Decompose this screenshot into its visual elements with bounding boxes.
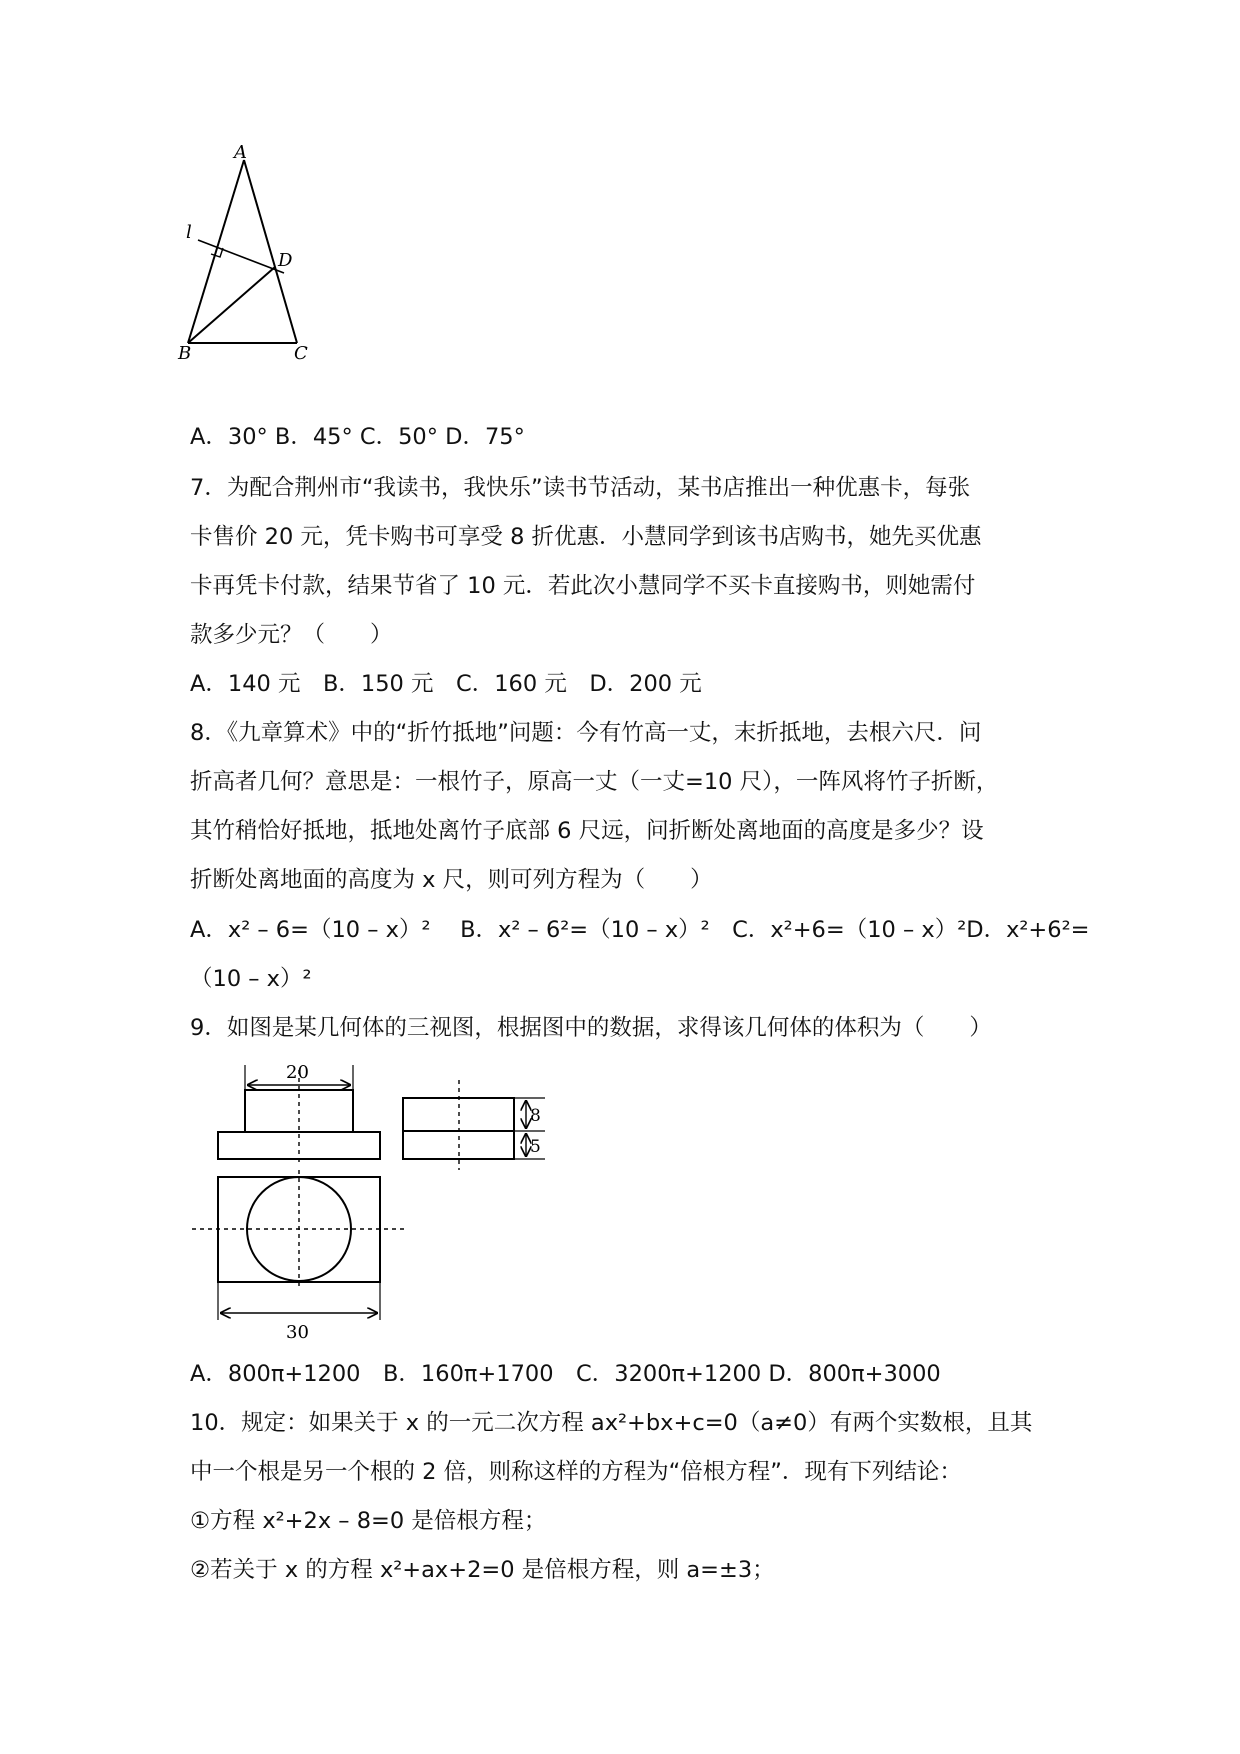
q10-statement-1: ①方程 x²+2x – 8=0 是倍根方程； — [190, 1508, 547, 1534]
dim-side-upper-label: 8 — [530, 1106, 541, 1126]
q10-statement-2: ②若关于 x 的方程 x²+ax+2=0 是倍根方程，则 a=±3； — [190, 1557, 775, 1583]
label-b: B — [178, 343, 192, 364]
front-view — [218, 1062, 380, 1165]
top-view — [192, 1170, 405, 1343]
triangle-figure — [178, 142, 360, 410]
dim-side-lower-label: 5 — [530, 1137, 541, 1157]
q7-line-2: 卡售价 20 元，凭卡购书可享受 8 折优惠．小慧同学到该书店购书，她先买优惠 — [190, 524, 982, 550]
side-view — [403, 1080, 545, 1170]
q7-options: A．140 元 B．150 元 C．160 元 D．200 元 — [190, 671, 702, 697]
label-c: C — [294, 343, 308, 364]
dim-top-label: 20 — [286, 1062, 309, 1083]
three-view-figure — [190, 1055, 560, 1345]
label-d: D — [278, 250, 293, 271]
dim-bottom-label: 30 — [286, 1322, 309, 1343]
label-l: l — [186, 222, 192, 243]
q9-options: A．800π+1200 B．160π+1700 C．3200π+1200 D．800π+3000 — [190, 1361, 941, 1387]
label-a: A — [234, 142, 247, 163]
side-ab — [188, 160, 244, 343]
q10-line-2: 中一个根是另一个根的 2 倍，则称这样的方程为“倍根方程”．现有下列结论： — [190, 1459, 962, 1485]
q7-line-1: 7．为配合荆州市“我读书，我快乐”读书节活动，某书店推出一种优惠卡，每张 — [190, 475, 971, 501]
q8-line-4: 折断处离地面的高度为 x 尺，则可列方程为（ ） — [190, 867, 713, 893]
q8-options-2: （10 – x）² — [190, 966, 312, 992]
q6-options: A．30° B．45° C．50° D．75° — [190, 424, 525, 450]
q7-line-3: 卡再凭卡付款，结果节省了 10 元．若此次小慧同学不买卡直接购书，则她需付 — [190, 573, 976, 599]
q8-options-1: A．x² – 6=（10 – x）² B．x² – 6²=（10 – x）² C．x²+6=（10 – x）²D．x²+6²= — [190, 917, 1090, 943]
q9-line: 9．如图是某几何体的三视图，根据图中的数据，求得该几何体的体积为（ ） — [190, 1015, 992, 1041]
q8-line-2: 折高者几何？意思是：一根竹子，原高一丈（一丈=10 尺），一阵风将竹子折断， — [190, 769, 999, 795]
q7-line-4: 款多少元？（ ） — [190, 622, 393, 648]
q10-line-1: 10．规定：如果关于 x 的一元二次方程 ax²+bx+c=0（a≠0）有两个实数根，且其 — [190, 1410, 1033, 1436]
q8-line-3: 其竹稍恰好抵地，抵地处离竹子底部 6 尺远，问折断处离地面的高度是多少？设 — [190, 818, 984, 844]
segment-bd — [188, 267, 275, 343]
q8-line-1: 8．《九章算术》中的“折竹抵地”问题：今有竹高一丈，末折抵地，去根六尺．问 — [190, 720, 982, 746]
